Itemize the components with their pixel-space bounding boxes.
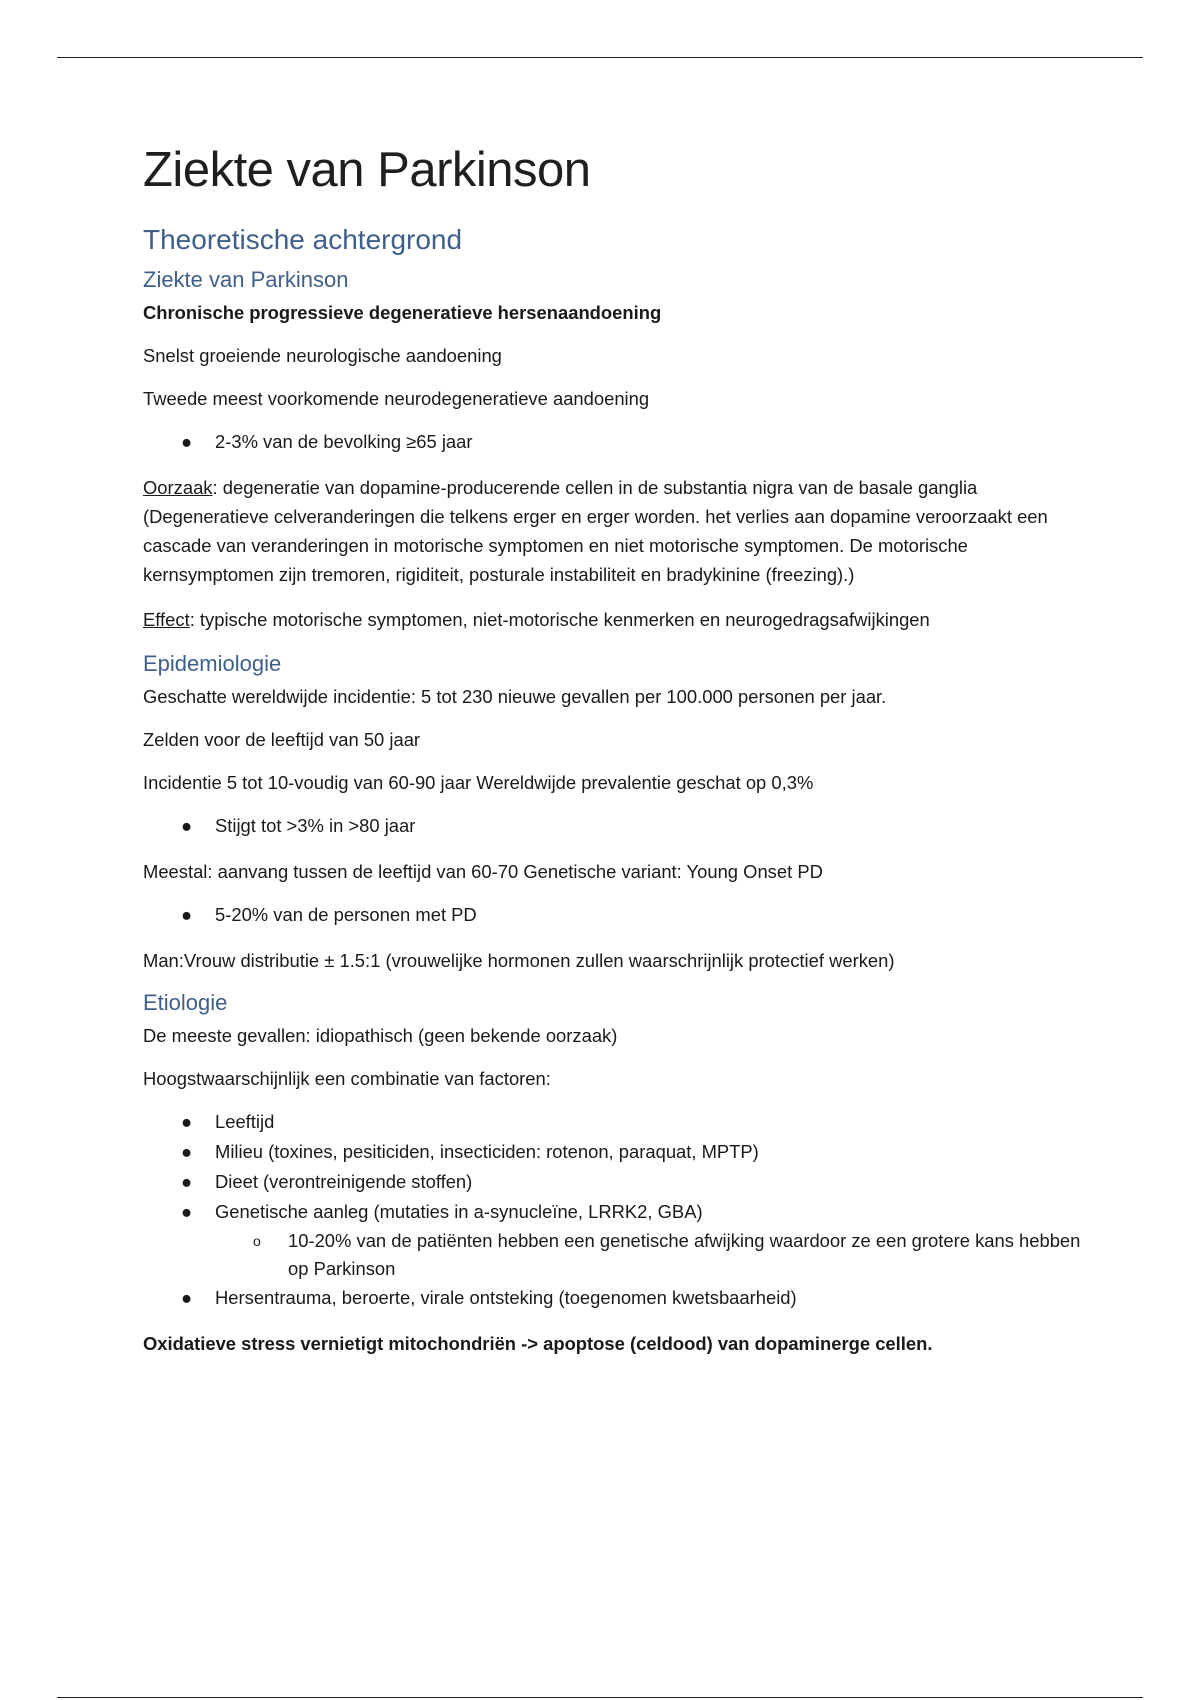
bullet-icon: ● (181, 1287, 193, 1308)
bullet-icon: ● (181, 1171, 193, 1192)
bullet-list (143, 1107, 1103, 1313)
paragraph: Meestal: aanvang tussen de leeftijd van 60-70 Genetische variant: Young Onset PD (143, 861, 823, 882)
bullet-list (143, 427, 1103, 457)
effect-paragraph (143, 605, 1103, 634)
paragraph: Man:Vrouw distributie ± 1.5:1 (vrouwelijke hormonen zullen waarschrijnlijk protectief werken) (143, 950, 895, 971)
list-item (143, 900, 1103, 930)
bullet-icon: ● (181, 431, 193, 452)
circle-bullet-icon: o (253, 1233, 261, 1249)
footer-rule (57, 1697, 1143, 1698)
paragraph: Hoogstwaarschijnlijk een combinatie van factoren: (143, 1068, 551, 1089)
list-item-text: Leeftijd (215, 1111, 275, 1132)
heading-epidemiologie: Epidemiologie (143, 651, 282, 676)
paragraph: Zelden voor de leeftijd van 50 jaar (143, 729, 421, 750)
list-item-text: 2-3% van de bevolking ≥65 jaar (215, 431, 473, 452)
document-title: Ziekte van Parkinson (143, 143, 591, 197)
list-item (143, 1197, 1103, 1227)
paragraph: Geschatte wereldwijde incidentie: 5 tot 230 nieuwe gevallen per 100.000 personen per jaar. (143, 686, 887, 707)
cause-label: Oorzaak (143, 477, 213, 498)
document-body (143, 140, 1103, 1374)
list-item-text: Genetische aanleg (mutaties in a-synucleïne, LRRK2, GBA) (215, 1201, 703, 1222)
subheading-parkinson: Ziekte van Parkinson (143, 267, 349, 292)
bullet-icon: ● (181, 904, 193, 925)
heading-theory: Theoretische achtergrond (143, 224, 463, 255)
bullet-icon: ● (181, 815, 193, 836)
list-item (143, 427, 1103, 457)
list-item-text: Milieu (toxines, pesiticiden, insecticiden: rotenon, paraquat, MPTP) (215, 1141, 759, 1162)
bullet-icon: ● (181, 1141, 193, 1162)
paragraph: De meeste gevallen: idiopathisch (geen bekende oorzaak) (143, 1025, 618, 1046)
list-item (143, 811, 1103, 841)
effect-text: : typische motorische symptomen, niet-motorische kenmerken en neurogedragsafwijkingen (189, 609, 930, 630)
list-item-text: Stijgt tot >3% in >80 jaar (215, 815, 416, 836)
header-rule (57, 57, 1143, 58)
list-item-text: Dieet (verontreinigende stoffen) (215, 1171, 473, 1192)
list-item (143, 1283, 1103, 1313)
paragraph: Incidentie 5 tot 10-voudig van 60-90 jaar Wereldwijde prevalentie geschat op 0,3% (143, 772, 814, 793)
cause-text: : degeneratie van dopamine-producerende cellen in de substantia nigra van de basale ganglia (Degeneratieve celveranderingen die telkens erger en erger worden. het verlies aan dopamine veroorzaakt een cascade van veranderingen in motorische symptomen en niet motorische symptomen. De motorische kernsymptomen zijn tremoren, rigiditeit, posturale instabiliteit en bradykinine (freezing).) (143, 477, 1048, 585)
bullet-icon: ● (181, 1111, 193, 1132)
bullet-list (143, 900, 1103, 930)
list-item (143, 1137, 1103, 1167)
lead-text: Chronische progressieve degeneratieve hersenaandoening (143, 302, 662, 323)
cause-paragraph (143, 473, 1103, 589)
list-item-text: 5-20% van de personen met PD (215, 904, 477, 925)
list-item-text: Hersentrauma, beroerte, virale ontsteking (toegenomen kwetsbaarheid) (215, 1287, 797, 1308)
bullet-list (143, 811, 1103, 841)
list-item (143, 1167, 1103, 1197)
sub-list-item (143, 1227, 1103, 1283)
list-item-text: 10-20% van de patiënten hebben een genetische afwijking waardoor ze een grotere kans hebben op Parkinson (288, 1230, 1081, 1279)
paragraph: Tweede meest voorkomende neurodegeneratieve aandoening (143, 388, 650, 409)
paragraph: Snelst groeiende neurologische aandoening (143, 345, 502, 366)
effect-label: Effect (143, 609, 190, 630)
list-item (143, 1107, 1103, 1137)
bullet-icon: ● (181, 1201, 193, 1222)
conclusion-text: Oxidatieve stress vernietigt mitochondriën -> apoptose (celdood) van dopaminerge cellen. (143, 1333, 933, 1354)
heading-etiologie: Etiologie (143, 990, 228, 1015)
